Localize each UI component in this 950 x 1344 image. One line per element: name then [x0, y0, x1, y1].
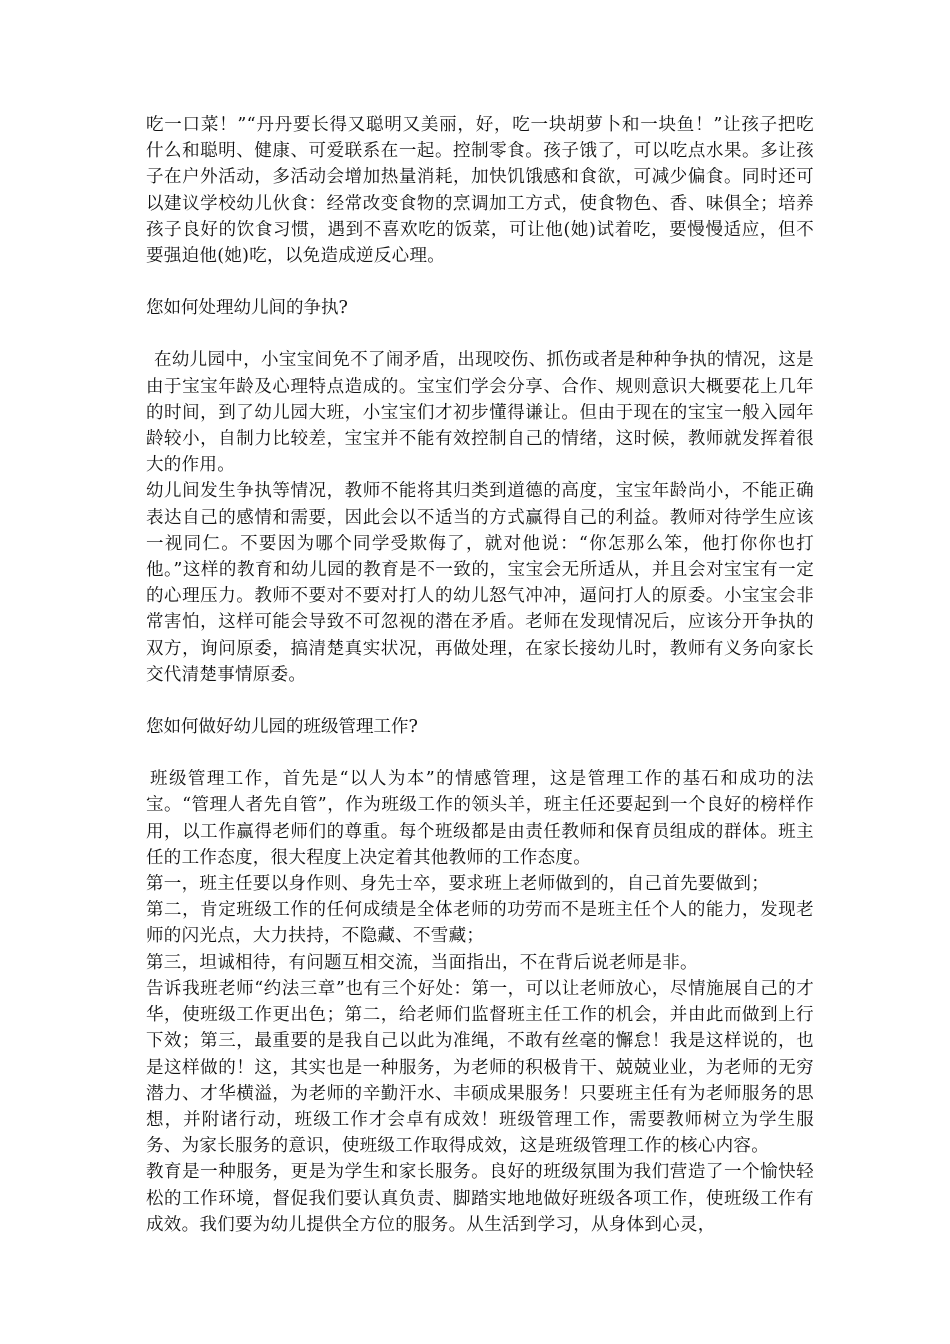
- heading-class-management: 您如何做好幼儿园的班级管理工作?: [146, 717, 418, 738]
- paragraph-three-rules: 告诉我班老师“约法三章”也有三个好处：第一，可以让老师放心，尽情施展自己的才华，使班级工作更出色；第二，给老师们监督班主任工作的机会，并由此而做到上行下效；第三，最重要的是我自己以此为准绳，不敢有丝毫的懈怠！我是这样说的，也是这样做的！这，其实也是一种服务，为老师的积极肯干、兢兢业业，为老师的无穷潜力、才华横溢，为老师的辛勤汗水、丰硕成果服务！只要班主任有为老师服务的思想，并附诸行动，班级工作才会卓有成效！班级管理工作，需要教师树立为学生服务、为家长服务的意识，使班级工作取得成效，这是班级管理工作的核心内容。: [146, 978, 814, 1157]
- paragraph-dispute-intro: 在幼儿园中，小宝宝间免不了闹矛盾，出现咬伤、抓伤或者是种种争执的情况，这是由于宝宝年龄及心理特点造成的。宝宝们学会分享、合作、规则意识大概要花上几年的时间，到了幼儿园大班，小宝宝们才初步懂得谦让。但由于现在的宝宝一般入园年龄较小，自制力比较差，宝宝并不能有效控制自己的情绪，这时候，教师就发挥着很大的作用。: [146, 350, 814, 476]
- paragraph-third-point: 第三，坦诚相待，有问题互相交流，当面指出，不在背后说老师是非。: [146, 952, 698, 973]
- paragraph-dispute-teacher: 幼儿间发生争执等情况，教师不能将其归类到道德的高度，宝宝年龄尚小，不能正确表达自己的感情和需要，因此会以不适当的方式赢得自己的利益。教师对待学生应该一视同仁。不要因为哪个同学受欺侮了，就对他说：“你怎那么笨，他打你你也打他。”这样的教育和幼儿园的教育是不一致的，宝宝会无所适从，并且会对宝宝有一定的心理压力。教师不要对不要对打人的幼儿怒气冲冲，逼问打人的原委。小宝宝会非常害怕，这样可能会导致不可忽视的潜在矛盾。老师在发现情况后，应该分开争执的双方，询问原委，搞清楚真实状况，再做处理，在家长接幼儿时，教师有义务向家长交代清楚事情原委。: [146, 481, 814, 685]
- paragraph-first-point: 第一，班主任要以身作则、身先士卒，要求班上老师做到的，自己首先要做到；: [146, 874, 769, 895]
- spacer: [146, 740, 814, 766]
- paragraph-second-point: 第二，肯定班级工作的任何成绩是全体老师的功劳而不是班主任个人的能力，发现老师的闪光点，大力扶持，不隐藏、不雪藏；: [146, 900, 814, 947]
- paragraph-diet-tips: 吃一口菜！”“丹丹要长得又聪明又美丽，好，吃一块胡萝卜和一块鱼！”让孩子把吃什么和聪明、健康、可爱联系在一起。控制零食。孩子饿了，可以吃点水果。多让孩子在户外活动，多活动会增加热量消耗，加快饥饿感和食欲，可减少偏食。同时还可以建议学校幼儿伙食：经常改变食物的烹调加工方式，使食物色、香、味俱全；培养孩子良好的饮食习惯，遇到不喜欢吃的饭菜，可让他(她)试着吃，要慢慢适应，但不要强迫他(她)吃，以免造成逆反心理。: [146, 115, 814, 267]
- spacer: [146, 321, 814, 347]
- spacer: [146, 269, 814, 295]
- paragraph-education-service: 教育是一种服务，更是为学生和家长服务。良好的班级氛围为我们营造了一个愉快轻松的工作环境，督促我们要认真负责、脚踏实地地做好班级各项工作，使班级工作有成效。我们要为幼儿提供全方位的服务。从生活到学习，从身体到心灵，: [146, 1162, 814, 1235]
- heading-dispute-handling: 您如何处理幼儿间的争执?: [146, 298, 348, 319]
- spacer: [146, 688, 814, 714]
- paragraph-management-intro: 班级管理工作，首先是“以人为本”的情感管理，这是管理工作的基石和成功的法宝。“管理人者先自管”，作为班级工作的领头羊，班主任还要起到一个良好的榜样作用，以工作赢得老师们的尊重。每个班级都是由责任教师和保育员组成的群体。班主任的工作态度，很大程度上决定着其他教师的工作态度。: [146, 769, 814, 868]
- document-page: [146, 112, 814, 1238]
